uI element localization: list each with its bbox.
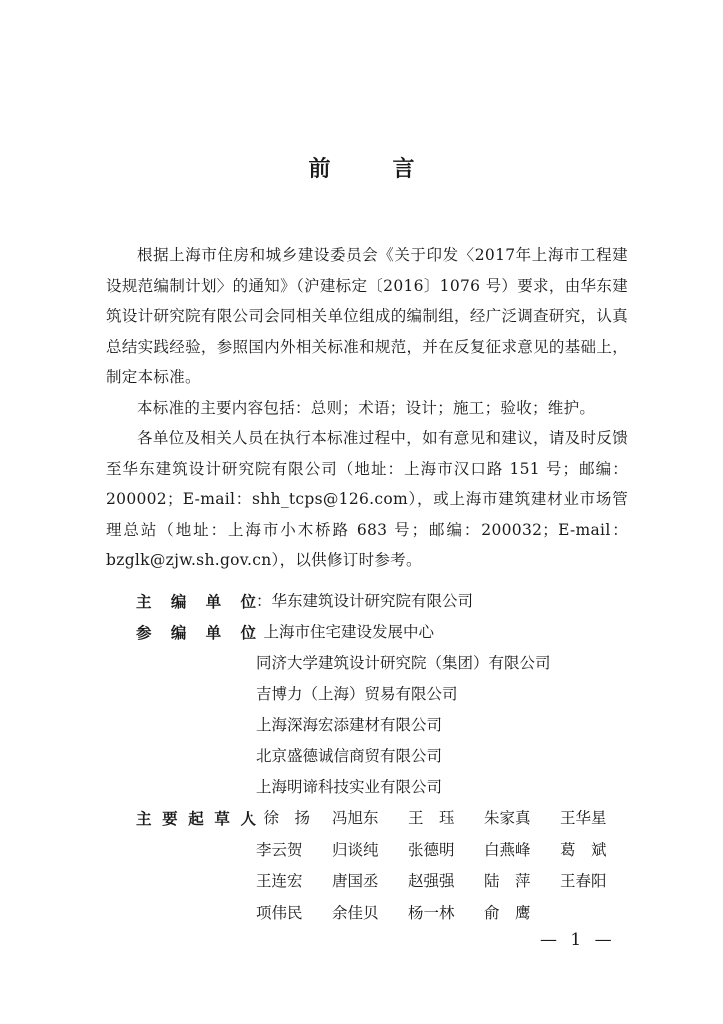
drafter-name: 陆 萍 — [484, 872, 531, 890]
drafter-name: 朱家真 — [484, 809, 531, 827]
drafter-name: 王 珏 — [408, 809, 455, 827]
drafter-name: 赵强强 — [408, 872, 455, 890]
drafter-name: 王连宏 — [256, 872, 303, 890]
drafter-name: 白燕峰 — [484, 840, 531, 859]
drafter-name: 葛 斌 — [560, 840, 607, 859]
participating-unit: 上海深海宏添建材有限公司 — [256, 716, 443, 734]
chief-unit-value: ：华东建筑设计研究院有限公司 — [256, 592, 474, 610]
page-number: — 1 — — [540, 930, 616, 950]
participating-unit: 北京盛德诚信商贸有限公司 — [256, 747, 443, 765]
paragraph-contents: 本标准的主要内容包括：总则；术语；设计；施工；验收；维护。 — [137, 398, 596, 417]
drafters-list — [248, 803, 636, 929]
drafter-name: 项伟民 — [256, 903, 303, 922]
drafters-row — [136, 803, 636, 929]
drafter-name: 王华星 — [560, 809, 607, 827]
preface-body — [106, 240, 628, 576]
drafter-name: 杨一林 — [408, 903, 455, 922]
chief-unit-row — [136, 586, 636, 617]
participating-units-label: 参编单位 — [136, 623, 256, 642]
drafter-name: 归谈纯 — [332, 840, 379, 859]
drafter-name: 唐国丞 — [332, 872, 379, 890]
participating-units-list — [248, 617, 551, 803]
paragraph-background: 根据上海市住房和城乡建设委员会《关于印发〈2017年上海市工程建设规范编制计划〉的通知》（沪建标定〔2016〕1076 号）要求，由华东建筑设计研究院有限公司会同相关单位组成的编制组，经广泛调查研究，认真总结实践经验，参照国内外相关标准和规范，并在反复征求意见的基础上，制定本标准。 — [106, 246, 628, 386]
drafter-name: 张德明 — [408, 840, 455, 859]
participating-unit: ：上海市住宅建设发展中心 — [248, 623, 435, 641]
drafter-name: 李云贺 — [256, 840, 303, 859]
participating-unit: 上海明谛科技实业有限公司 — [256, 778, 443, 796]
credits-section — [136, 586, 636, 929]
drafter-name: ：徐 扬 — [248, 809, 311, 827]
participating-unit: 吉博力（上海）贸易有限公司 — [256, 685, 458, 703]
drafter-name: 冯旭东 — [332, 809, 379, 827]
paragraph-feedback: 各单位及相关人员在执行本标准过程中，如有意见和建议，请及时反馈至华东建筑设计研究院有限公司（地址：上海市汉口路 151 号；邮编：200002；E-mail：shh_tcps@126.com），或上海市建筑建材业市场管理总站（地址：上海市小木桥路 683 号；邮编：200032；E-mail：bzglk@zjw.sh.gov.cn），以供修订时参考。 — [106, 429, 628, 569]
drafter-name: 王春阳 — [560, 872, 607, 890]
participating-units-row — [136, 617, 636, 803]
drafter-name: 俞 鹰 — [484, 903, 531, 922]
participating-unit: 同济大学建筑设计研究院（集团）有限公司 — [256, 654, 551, 672]
drafter-name: 余佳贝 — [332, 903, 379, 922]
chief-unit-label: 主编单位 — [136, 592, 256, 611]
drafters-label: 主要起草人 — [136, 809, 256, 828]
page-title: 前 言 — [308, 156, 435, 182]
